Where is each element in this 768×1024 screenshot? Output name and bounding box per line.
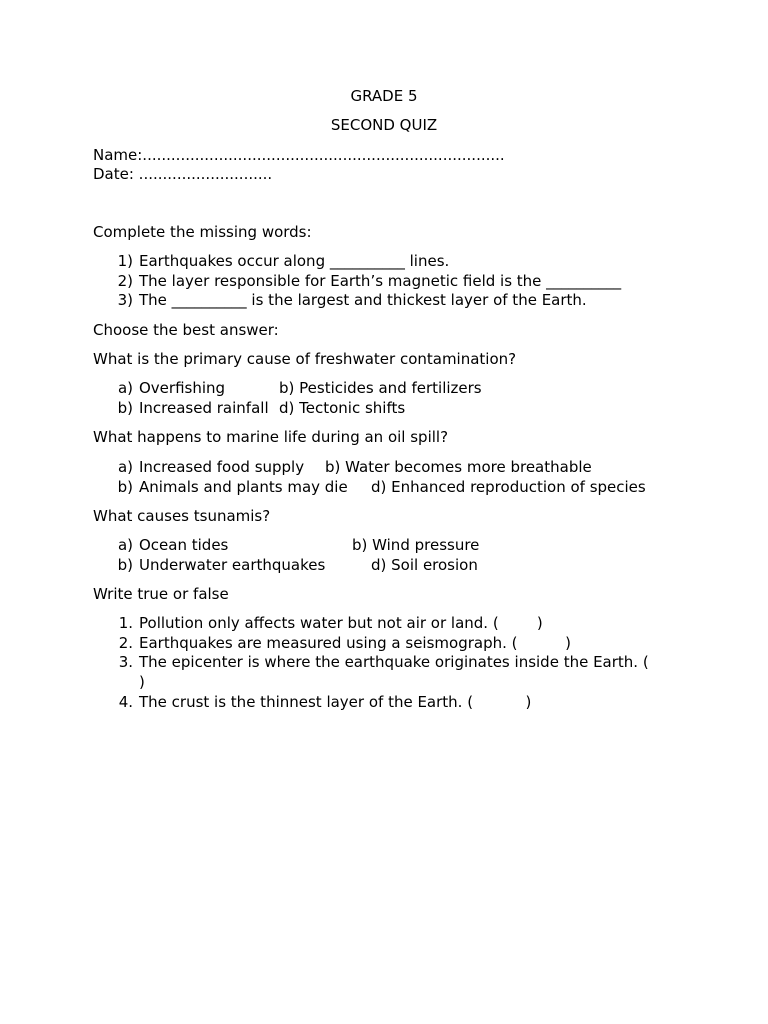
list-item: The __________ is the largest and thickest layer of the Earth. <box>139 291 587 309</box>
quiz-title: SECOND QUIZ <box>330 116 438 134</box>
option-marker: b) <box>117 478 133 496</box>
true-false-heading: Write true or false <box>93 585 229 603</box>
list-item: Earthquakes occur along __________ lines. <box>139 252 450 270</box>
option-marker: b) <box>117 556 133 574</box>
question-text: What happens to marine life during an oil spill? <box>93 428 449 446</box>
question-text: What causes tsunamis? <box>93 507 271 525</box>
list-marker: 1) <box>117 252 133 270</box>
best-answer-heading: Choose the best answer: <box>93 321 279 339</box>
date-line: Date: ............................ <box>93 165 273 183</box>
list-marker: 2) <box>117 272 133 290</box>
option-left: Increased food supply <box>139 458 305 476</box>
option-left: Increased rainfall <box>139 399 269 417</box>
option-left: Overfishing <box>139 379 226 397</box>
list-marker: 3) <box>117 291 133 309</box>
missing-words-heading: Complete the missing words: <box>93 223 312 241</box>
option-left: Underwater earthquakes <box>139 556 326 574</box>
option-right: d) Soil erosion <box>371 556 478 574</box>
option-marker: a) <box>117 379 133 397</box>
list-marker: 2. <box>118 634 133 652</box>
question-text: What is the primary cause of freshwater contamination? <box>93 350 517 368</box>
option-right: d) Tectonic shifts <box>279 399 406 417</box>
list-marker: 1. <box>118 614 133 632</box>
option-marker: a) <box>117 536 133 554</box>
list-item: Earthquakes are measured using a seismograph. ( ) <box>139 634 572 652</box>
list-item: Pollution only affects water but not air or land. ( ) <box>139 614 543 632</box>
list-item-continuation: ) <box>139 673 145 691</box>
list-item: The epicenter is where the earthquake originates inside the Earth. ( <box>139 653 649 671</box>
list-item: The layer responsible for Earth’s magnetic field is the __________ <box>139 272 622 290</box>
grade-heading: GRADE 5 <box>350 87 418 105</box>
list-marker: 4. <box>118 693 133 711</box>
option-right: b) Pesticides and fertilizers <box>279 379 482 397</box>
list-item: The crust is the thinnest layer of the Earth. ( ) <box>139 693 532 711</box>
option-right: d) Enhanced reproduction of species <box>371 478 646 496</box>
option-left: Ocean tides <box>139 536 229 554</box>
option-right: b) Wind pressure <box>352 536 480 554</box>
option-left: Animals and plants may die <box>139 478 348 496</box>
option-marker: a) <box>117 458 133 476</box>
list-marker: 3. <box>118 653 133 671</box>
option-marker: b) <box>117 399 133 417</box>
name-line: Name:............................................................................ <box>93 146 505 164</box>
option-right: b) Water becomes more breathable <box>325 458 592 476</box>
